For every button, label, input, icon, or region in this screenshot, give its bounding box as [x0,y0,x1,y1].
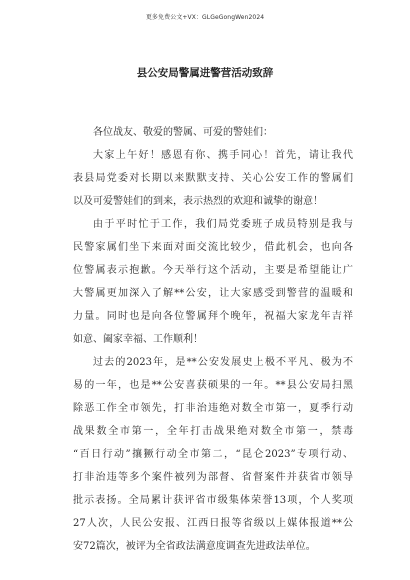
body-text-line: 大警属更加深入了解**公安，让大家感受到警营的温暖和 [73,288,353,299]
body-text-line: 27人次，人民公安报、江西日报等省级以上媒体报道**公 [73,518,353,529]
header-note: 更多免费公文+VX：GLGeGongWen2024 [145,14,265,21]
body-text-line: 力量。同时也是向各位警属拜个晚年，祝福大家龙年吉祥 [73,311,353,322]
body-text-line: 安72篇次，被评为全省政法满意度调查先进政法单位。 [73,541,316,552]
body-text-line: 打非治违等多个案件被列为部督、省督案件并获省市领导 [73,472,353,483]
body-text-line: 以及可爱警娃们的到来，表示热烈的欢迎和诚挚的谢意！ [73,196,323,207]
body-text-line: 大家上午好！感恩有你、携手同心！首先，请让我代 [93,150,353,161]
body-text-line: 由于平时忙于工作，我们局党委班子成员特别是我与 [93,219,353,230]
body-text-line: “百日行动”攘獗行动全市第二，“昆仑2023”专项行动、 [73,449,353,460]
body-text-line: 各位战友、敬爱的警属、可爱的警娃们： [93,127,273,138]
body-text-line: 位警属表示抱歉。今天举行这个活动，主要是希望能让广 [73,265,353,276]
body-text-line: 批示表扬。全局累计获评省市级集体荣誉13项，个人奖项 [73,495,353,506]
document-title: 县公安局警属进警营活动致辞 [136,67,274,79]
body-text-line: 除恶工作全市领先，打非治违绝对数全市第一，夏季行动 [73,403,353,414]
body-text-line: 民警家属们坐下来面对面交流比较少，借此机会，也向各 [73,242,353,253]
body-text-line: 过去的2023年，是**公安发展史上极不平凡、极为不 [93,357,353,368]
body-text-line: 易的一年，也是**公安喜获硕果的一年。**县公安局扫黑 [73,380,353,391]
body-text-line: 战果数全市第一，全年打击战果绝对数全市第一，禁毒 [73,426,353,437]
body-text-line: 表县局党委对长期以来默默支持、关心公安工作的警属们 [73,173,353,184]
body-text-line: 如意、阖家幸福、工作顺利！ [73,334,203,345]
document-body [73,121,353,558]
